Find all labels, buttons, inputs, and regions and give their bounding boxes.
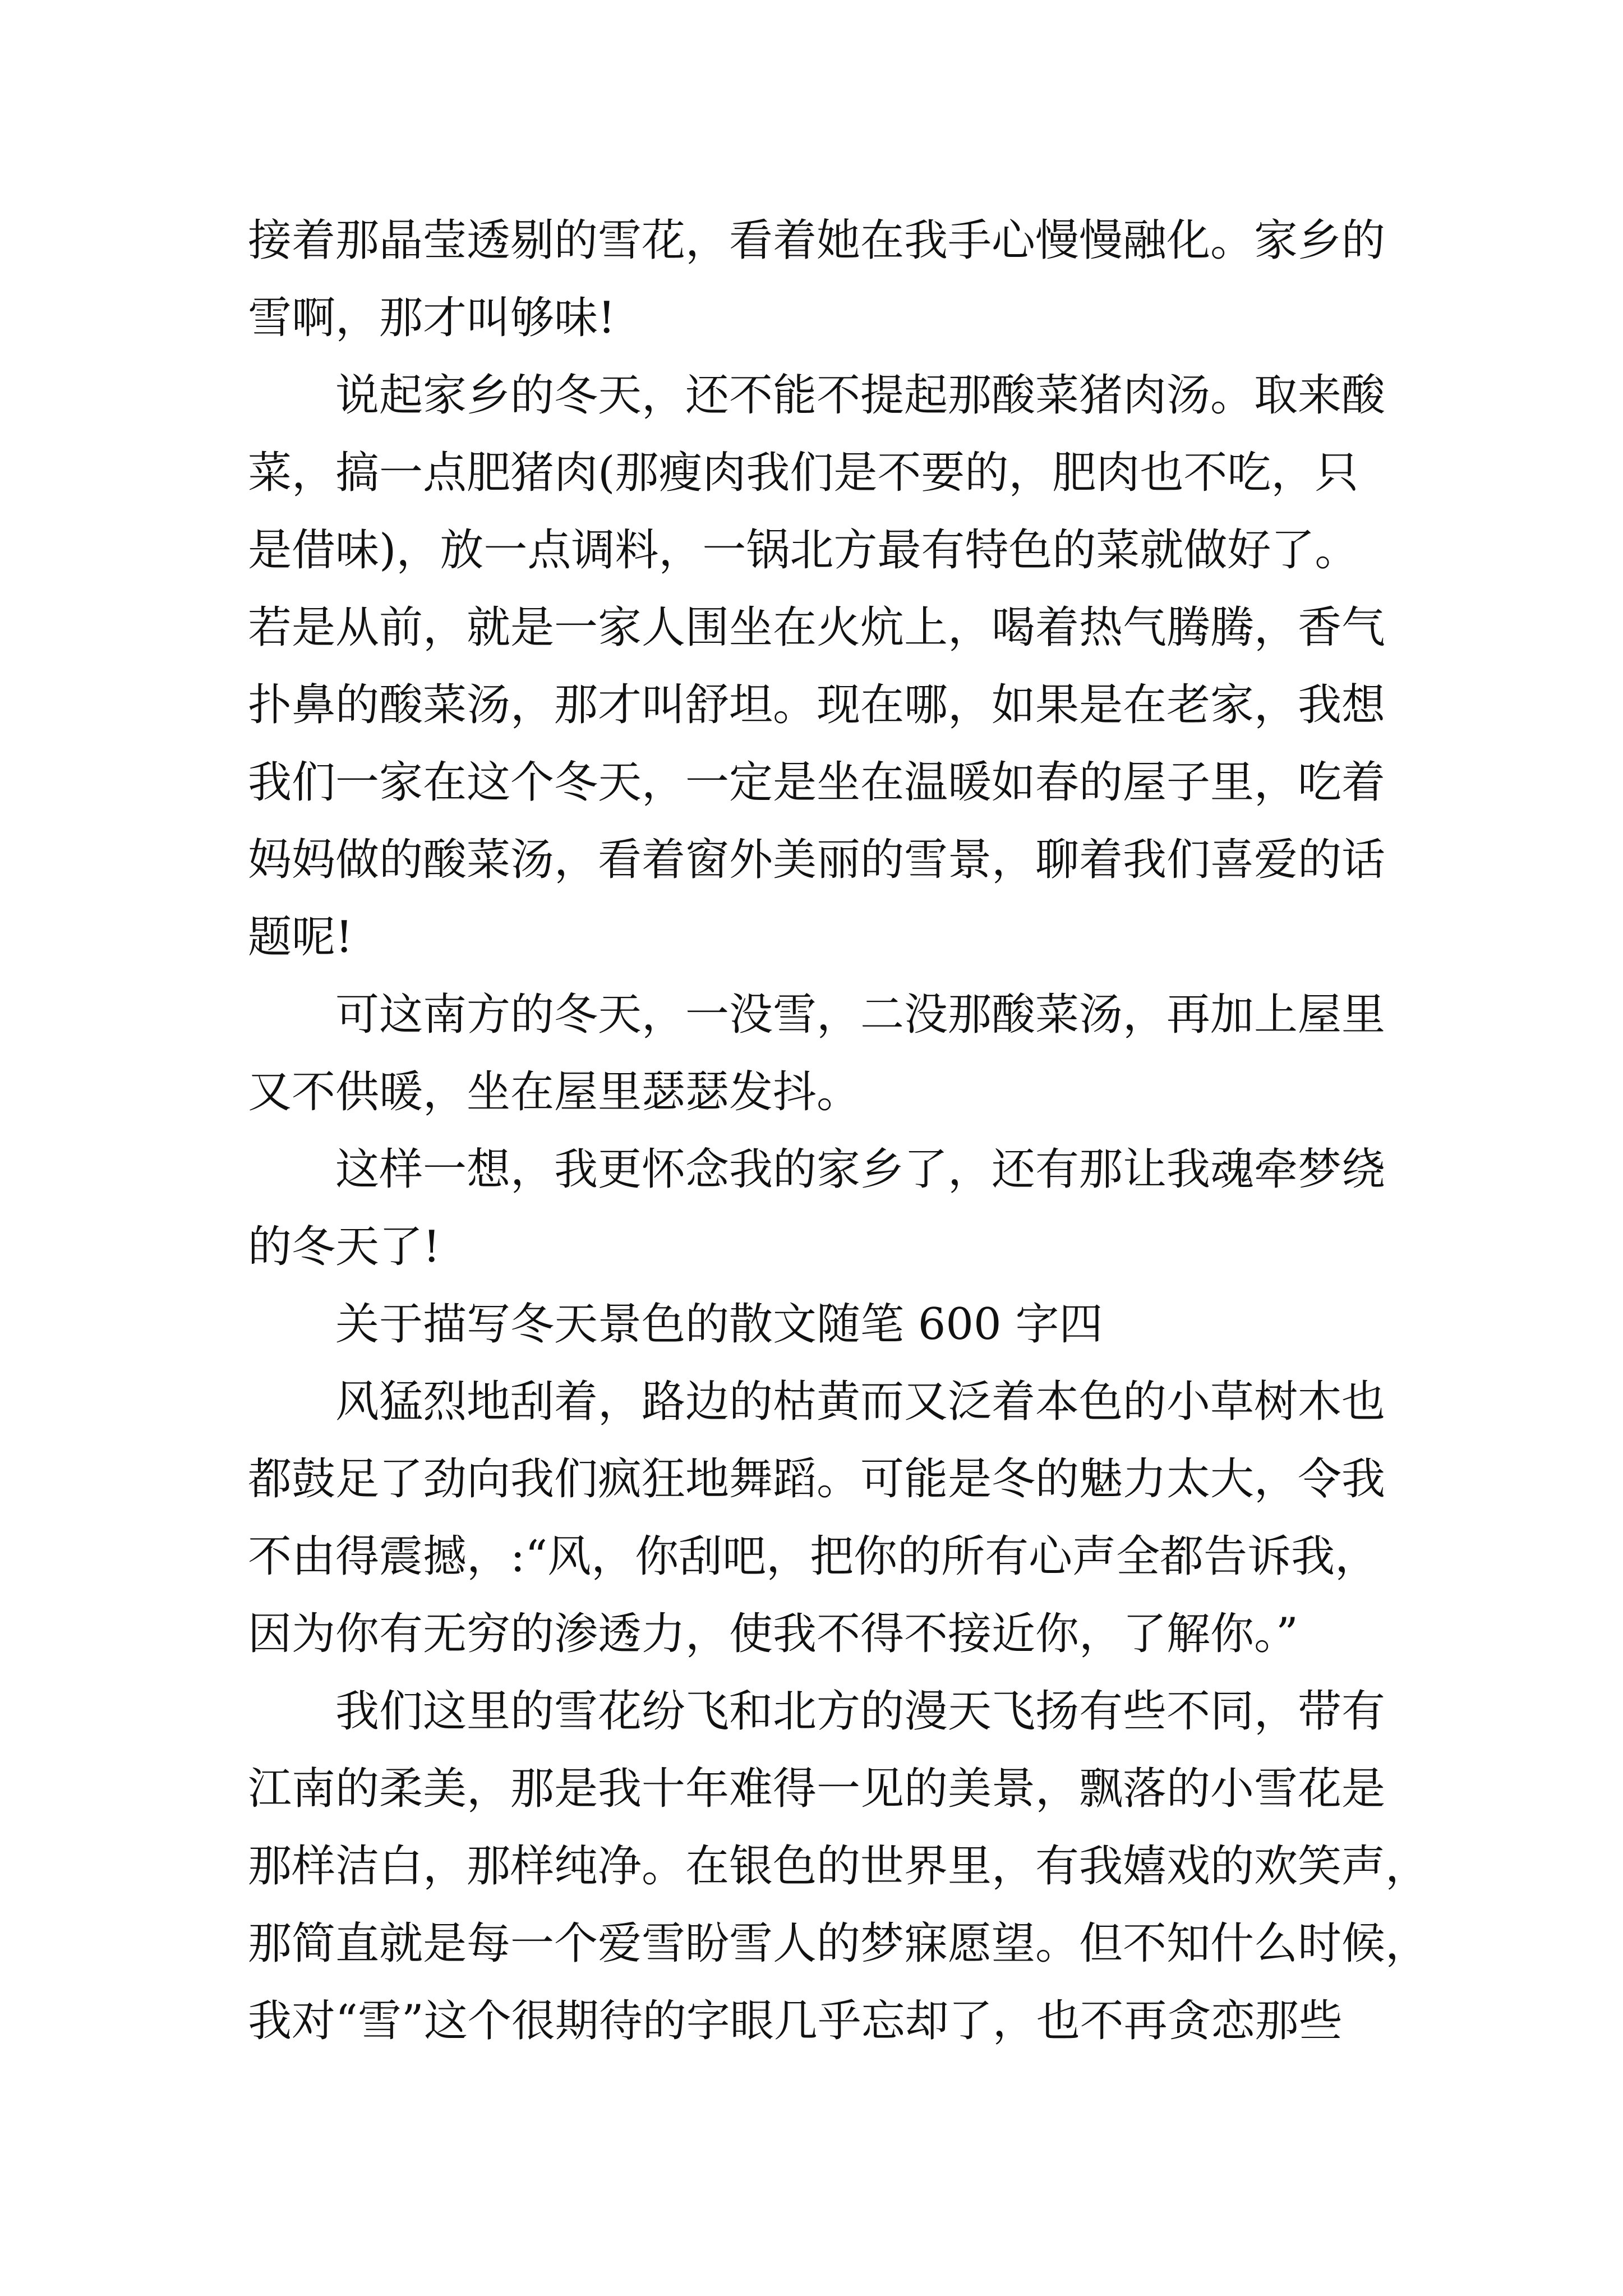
section-heading: 关于描写冬天景色的散文随笔 600 字四	[335, 1299, 1103, 1350]
paragraph	[248, 1363, 1426, 1673]
text-line: 又不供暖，坐在屋里瑟瑟发抖。	[248, 1067, 861, 1117]
text-line: 我们一家在这个冬天，一定是坐在温暖如春的屋子里，吃着	[248, 757, 1386, 808]
text-line: 那简直就是每一个爱雪盼雪人的梦寐愿望。但不知什么时候，	[248, 1918, 1430, 1969]
text-line: 说起家乡的冬天，还不能不提起那酸菜猪肉汤。取来酸	[335, 370, 1386, 421]
text-line: 不由得震撼，:“风，你刮吧，把你的所有心声全都告诉我，	[248, 1531, 1379, 1582]
text-line: 菜，搞一点肥猪肉(那瘦肉我们是不要的，肥肉也不吃，只	[248, 448, 1359, 498]
paragraph	[248, 1131, 1426, 1286]
text-line: 接着那晶莹透剔的雪花，看着她在我手心慢慢融化。家乡的	[248, 215, 1386, 266]
document-body	[248, 202, 1430, 2060]
text-line: 可这南方的冬天，一没雪，二没那酸菜汤，再加上屋里	[335, 990, 1386, 1040]
text-line: 扑鼻的酸菜汤，那才叫舒坦。现在哪，如果是在老家，我想	[248, 680, 1386, 730]
text-line: 都鼓足了劲向我们疯狂地舞蹈。可能是冬的魅力太大，令我	[248, 1454, 1386, 1504]
text-line: 我对“雪”这个很期待的字眼几乎忘却了，也不再贪恋那些	[248, 1996, 1343, 2046]
text-line: 是借味)，放一点调料，一锅北方最有特色的菜就做好了。	[248, 525, 1359, 576]
text-line: 因为你有无穷的渗透力，使我不得不接近你，了解你。”	[248, 1609, 1298, 1659]
text-line: 江南的柔美，那是我十年难得一见的美景，飘落的小雪花是	[248, 1764, 1386, 1814]
text-line: 风猛烈地刮着，路边的枯黄而又泛着本色的小草树木也	[335, 1377, 1386, 1427]
paragraph	[248, 202, 1426, 357]
text-line: 雪啊，那才叫够味!	[248, 293, 616, 343]
text-line: 这样一想，我更怀念我的家乡了，还有那让我魂牵梦绕	[335, 1144, 1386, 1195]
paragraph	[248, 1673, 1430, 2060]
text-line: 妈妈做的酸菜汤，看着窗外美丽的雪景，聊着我们喜爱的话	[248, 835, 1386, 885]
paragraph	[248, 976, 1426, 1131]
text-line: 的冬天了!	[248, 1222, 441, 1272]
text-line: 若是从前，就是一家人围坐在火炕上，喝着热气腾腾，香气	[248, 602, 1386, 653]
text-line: 题呢!	[248, 912, 353, 963]
text-line: 那样洁白，那样纯净。在银色的世界里，有我嬉戏的欢笑声，	[248, 1841, 1430, 1892]
text-line: 我们这里的雪花纷飞和北方的漫天飞扬有些不同，带有	[335, 1686, 1386, 1737]
paragraph	[248, 357, 1426, 976]
